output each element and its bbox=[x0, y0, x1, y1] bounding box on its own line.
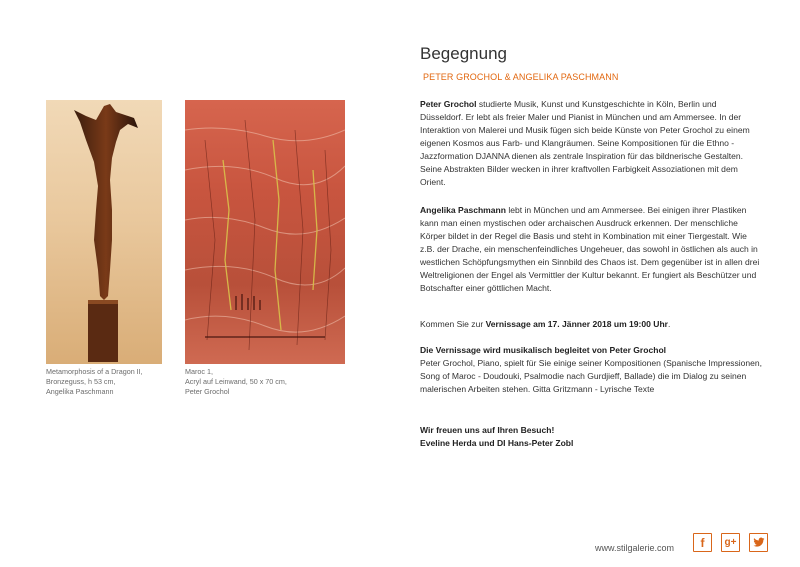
music-text: Song of Maroc - Doudouki, Psalmodie nach Gurdjieff, Ballade) die im Dialog zu seinen bbox=[420, 371, 747, 381]
caption-line: Acryl auf Leinwand, 50 x 70 cm, bbox=[185, 377, 287, 386]
caption-line: Maroc 1, bbox=[185, 367, 213, 376]
bio-text: z.B. der Drache, ein menschenfeindliches Ungeheuer, das sowohl in östlichen als auch in bbox=[420, 244, 758, 254]
closing-line: Wir freuen uns auf Ihren Besuch! bbox=[420, 425, 555, 435]
artist-bio-paschmann bbox=[420, 204, 775, 295]
bio-text: Jazzformation DJANNA dienen als zentrale Inspiration für das bildnerische Gestalten. bbox=[420, 151, 744, 161]
bio-text: Interaktion von Malerei und Musik fügen sich beide Künste von Peter Grochol zu einem bbox=[420, 125, 750, 135]
bio-text: westlichen Schöpfungsmythen ein Sinnbild des Chaos ist. Dem gegenüber ist in allen drei bbox=[420, 257, 760, 267]
artist-name: Angelika Paschmann bbox=[420, 205, 506, 215]
bio-text: kann man einen mystischen oder archaischen Ausdruck erkennen. Der menschliche bbox=[420, 218, 738, 228]
bio-text: Weltreligionen der Engel als Vermittler der Kultur bekannt. Er fungiert als Beschützer und bbox=[420, 270, 757, 280]
bio-text: eigenen Kosmos aus Farb- und Klangräumen. Seine Kompositionen für die Ethno - bbox=[420, 138, 735, 148]
music-heading: Die Vernissage wird musikalisch begleitet von Peter Grochol bbox=[420, 345, 667, 355]
bio-text: Orient. bbox=[420, 177, 446, 187]
artist-name: Peter Grochol bbox=[420, 99, 477, 109]
caption-line: Metamorphosis of a Dragon II, bbox=[46, 367, 143, 376]
caption-line: Peter Grochol bbox=[185, 387, 230, 396]
vernissage-invitation bbox=[420, 318, 775, 331]
closing-signature bbox=[420, 424, 775, 450]
bio-text: Körper bildet in der Regel die Basis und steht in Kombination mit einer Tiergestalt. Wie bbox=[420, 231, 747, 241]
bio-text: Seine Abstrakten Bilder wecken in ihrer kraftvollen Farbigkeit Assoziationen mit dem bbox=[420, 164, 738, 174]
music-text: malerischen Arbeiten stehen. Gitta Gritzmann - Lyrische Texte bbox=[420, 384, 655, 394]
page-title: Begegnung bbox=[420, 44, 507, 63]
twitter-bird-icon bbox=[753, 537, 765, 548]
caption-line: Angelika Paschmann bbox=[46, 387, 114, 396]
host-names: Eveline Herda und DI Hans-Peter Zobl bbox=[420, 438, 574, 448]
music-text: Peter Grochol, Piano, spielt für Sie einige seiner Kompositionen (Spanische Impressionen, bbox=[420, 358, 763, 368]
bio-text: Botschafter einer göttlichen Macht. bbox=[420, 283, 552, 293]
invite-text: . bbox=[668, 319, 671, 329]
facebook-icon[interactable]: f bbox=[693, 533, 712, 552]
caption-line: Bronzeguss, h 53 cm, bbox=[46, 377, 116, 386]
website-link[interactable]: www.stilgalerie.com bbox=[595, 543, 675, 553]
bio-text: studierte Musik, Kunst und Kunstgeschichte in Köln, Berlin und bbox=[476, 99, 717, 109]
sculpture-image bbox=[46, 100, 162, 364]
artist-bio-grochol bbox=[420, 98, 775, 189]
painting-image bbox=[185, 100, 345, 364]
music-program bbox=[420, 344, 775, 396]
painting-caption bbox=[185, 367, 345, 397]
bio-text: Düsseldorf. Er lebt als freier Maler und Pianist in München und am Ammersee. In der bbox=[420, 112, 742, 122]
invite-text: Kommen Sie zur bbox=[420, 319, 486, 329]
vernissage-date: Vernissage am 17. Jänner 2018 um 19:00 Uhr bbox=[485, 319, 668, 329]
sculpture-caption bbox=[46, 367, 176, 397]
google-plus-icon[interactable]: g+ bbox=[721, 533, 740, 552]
bio-text: lebt in München und am Ammersee. Bei einigen ihrer Plastiken bbox=[505, 205, 747, 215]
twitter-icon[interactable] bbox=[749, 533, 768, 552]
page-subtitle: PETER GROCHOL & ANGELIKA PASCHMANN bbox=[423, 72, 619, 82]
